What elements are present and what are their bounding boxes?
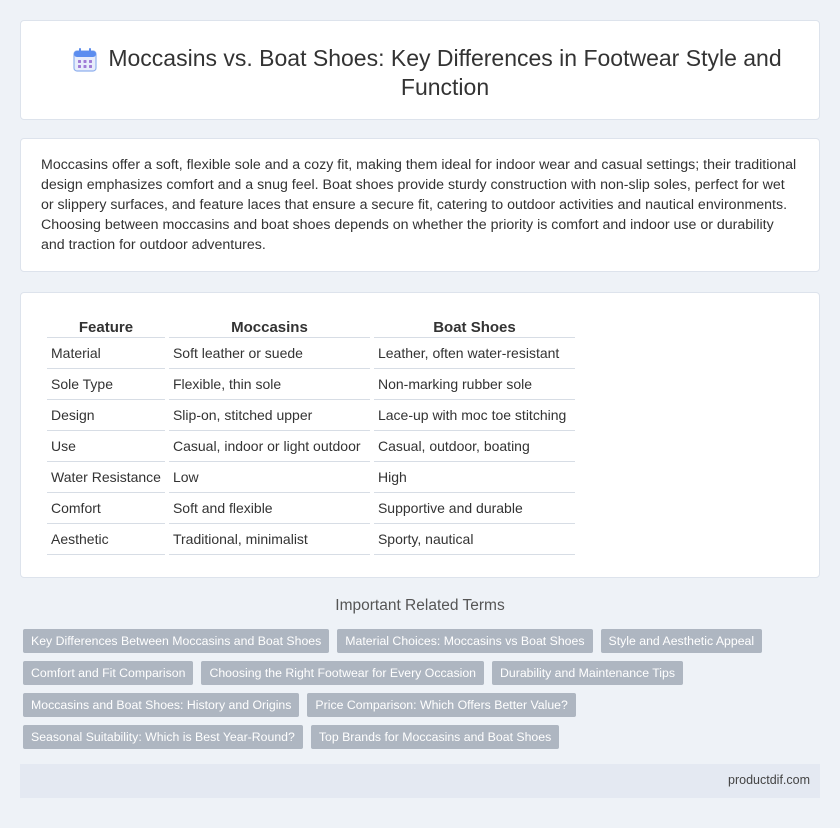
table-cell: Use	[47, 431, 165, 462]
page-title: Moccasins vs. Boat Shoes: Key Differences in Footwear Style and Function	[108, 45, 782, 100]
table-cell: Flexible, thin sole	[169, 369, 370, 400]
tag-row	[23, 661, 823, 685]
table-row	[47, 400, 575, 431]
table-cell: Traditional, minimalist	[169, 524, 370, 555]
table-cell: Leather, often water-resistant	[374, 338, 575, 369]
table-cell: Low	[169, 462, 370, 493]
related-term-tag[interactable]: Key Differences Between Moccasins and Boat Shoes	[23, 629, 329, 653]
summary-text: Moccasins offer a soft, flexible sole and a cozy fit, making them ideal for indoor wear and casual settings; their traditional design emphasizes comfort and a snug feel. Boat shoes provide sturdy construction with non-slip soles, perfect for wet or slippery surfaces, and feature laces that ensure a secure fit, catering to outdoor activities and nautical environments. Choosing between moccasins and boat shoes depends on whether the priority is comfort and indoor use or durability and traction for outdoor adventures.	[41, 157, 797, 253]
tag-row	[23, 725, 823, 749]
related-term-tag[interactable]: Material Choices: Moccasins vs Boat Shoes	[337, 629, 592, 653]
table-cell: Supportive and durable	[374, 493, 575, 524]
table-row	[47, 493, 575, 524]
related-terms-title: Important Related Terms	[335, 597, 505, 614]
table-row	[47, 462, 575, 493]
related-term-tag[interactable]: Moccasins and Boat Shoes: History and Origins	[23, 693, 299, 717]
related-term-tag[interactable]: Comfort and Fit Comparison	[23, 661, 193, 685]
table-cell: Non-marking rubber sole	[374, 369, 575, 400]
related-term-tag[interactable]: Price Comparison: Which Offers Better Value?	[307, 693, 575, 717]
table-cell: Lace-up with moc toe stitching	[374, 400, 575, 431]
summary-card	[20, 138, 820, 272]
column-header: Boat Shoes	[374, 315, 575, 338]
table-cell: Water Resistance	[47, 462, 165, 493]
table-cell: Comfort	[47, 493, 165, 524]
table-cell: Soft and flexible	[169, 493, 370, 524]
comparison-table-card	[20, 292, 820, 578]
column-header: Feature	[47, 315, 165, 338]
header-card	[20, 20, 820, 120]
table-header-row	[47, 315, 575, 338]
table-cell: Sporty, nautical	[374, 524, 575, 555]
tag-row	[23, 629, 823, 653]
related-term-tag[interactable]: Seasonal Suitability: Which is Best Year-Round?	[23, 725, 303, 749]
column-header: Moccasins	[169, 315, 370, 338]
table-cell: Casual, indoor or light outdoor	[169, 431, 370, 462]
table-cell: Soft leather or suede	[169, 338, 370, 369]
related-terms-tags	[23, 629, 823, 757]
table-cell: Sole Type	[47, 369, 165, 400]
footer	[20, 764, 820, 798]
table-cell: Aesthetic	[47, 524, 165, 555]
table-cell: High	[374, 462, 575, 493]
table-cell: Casual, outdoor, boating	[374, 431, 575, 462]
table-row	[47, 524, 575, 555]
table-row	[47, 431, 575, 462]
related-term-tag[interactable]: Choosing the Right Footwear for Every Occasion	[201, 661, 484, 685]
table-cell: Design	[47, 400, 165, 431]
footer-site-link[interactable]: productdif.com	[728, 773, 810, 787]
related-term-tag[interactable]: Style and Aesthetic Appeal	[601, 629, 763, 653]
table-row	[47, 369, 575, 400]
table-cell: Slip-on, stitched upper	[169, 400, 370, 431]
table-cell: Material	[47, 338, 165, 369]
comparison-table	[43, 315, 579, 555]
table-row	[47, 338, 575, 369]
related-term-tag[interactable]: Top Brands for Moccasins and Boat Shoes	[311, 725, 559, 749]
related-term-tag[interactable]: Durability and Maintenance Tips	[492, 661, 683, 685]
tag-row	[23, 693, 823, 717]
